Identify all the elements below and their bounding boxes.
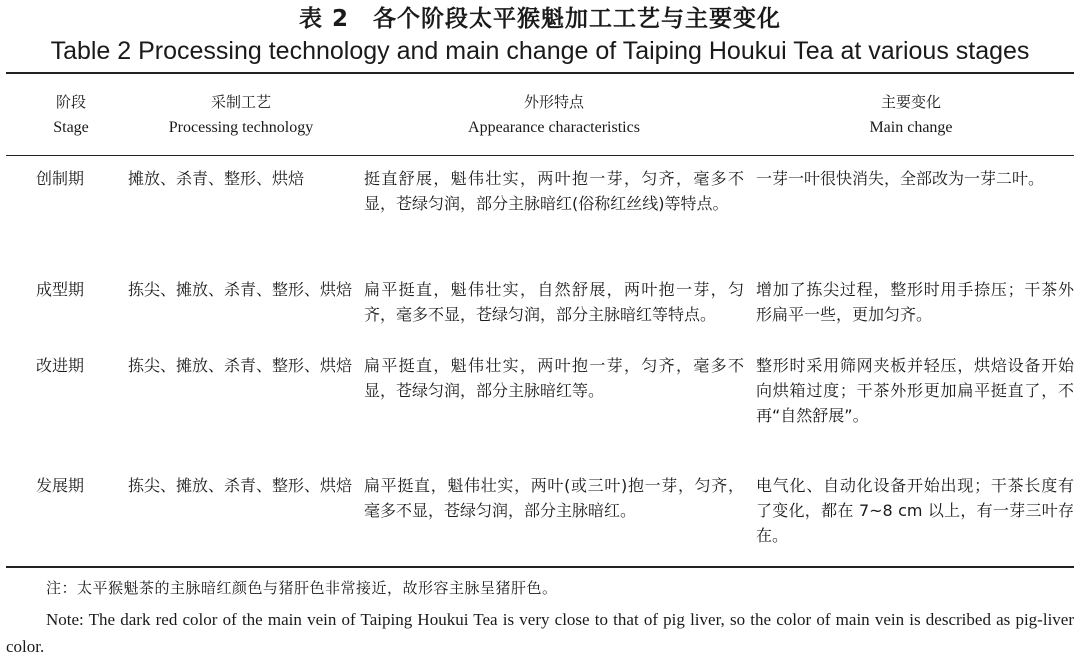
table-note-en: Note: The dark red color of the main vein of Taiping Houkui Tea is very close to that of pig liver, so the color of main vein is described as pig-liver color.: [6, 610, 1074, 656]
cell-appearance: 扁平挺直，魁伟壮实，自然舒展，两叶抱一芽，匀齐，毫多不显，苍绿匀润，部分主脉暗红等特点。: [364, 280, 744, 324]
cell-appearance: 扁平挺直，魁伟壮实，两叶抱一芽，匀齐，毫多不显，苍绿匀润，部分主脉暗红等。: [364, 356, 744, 400]
table-title-zh: 表 2 各个阶段太平猴魁加工工艺与主要变化: [298, 6, 781, 32]
cell-stage: 成型期: [36, 280, 85, 299]
header-stage-en: Stage: [53, 119, 89, 136]
cell-main-change: 增加了拣尖过程，整形时用手捺压；干茶外形扁平一些，更加匀齐。: [756, 280, 1074, 324]
cell-stage: 创制期: [36, 169, 85, 188]
header-appearance-zh: 外形特点: [523, 93, 584, 111]
table-note-zh: 注：太平猴魁茶的主脉暗红颜色与猪肝色非常接近，故形容主脉呈猪肝色。: [46, 579, 558, 597]
header-appearance: [364, 90, 744, 140]
cell-processing: 拣尖、摊放、杀青、整形、烘焙: [128, 356, 353, 375]
header-processing-zh: 采制工艺: [210, 93, 271, 111]
header-stage: [16, 90, 126, 140]
cell-appearance: 扁平挺直，魁伟壮实，两叶(或三叶)抱一芽，匀齐，毫多不显，苍绿匀润，部分主脉暗红。: [364, 476, 744, 520]
header-processing-en: Processing technology: [168, 119, 314, 136]
header-processing: [128, 90, 354, 140]
header-main-change-en: Main change: [869, 119, 953, 136]
table-top-rule: [6, 72, 1074, 74]
cell-main-change: 一芽一叶很快消失，全部改为一芽二叶。: [756, 169, 1045, 188]
cell-processing: 拣尖、摊放、杀青、整形、烘焙: [128, 280, 353, 299]
header-main-change: [756, 90, 1066, 140]
cell-processing: 摊放、杀青、整形、烘焙: [128, 169, 305, 188]
header-main-change-zh: 主要变化: [880, 93, 941, 111]
table-title-block: [0, 0, 1080, 66]
cell-stage: 发展期: [36, 476, 85, 495]
cell-stage: 改进期: [36, 356, 85, 375]
table-header-rule: [6, 155, 1074, 156]
header-stage-zh: 阶段: [55, 93, 86, 111]
cell-main-change: 整形时采用筛网夹板并轻压，烘焙设备开始向烘箱过度；干茶外形更加扁平挺直了，不再“自然舒展”。: [756, 356, 1074, 425]
table-bottom-rule: [6, 566, 1074, 568]
cell-processing: 拣尖、摊放、杀青、整形、烘焙: [128, 476, 353, 495]
table-title-en: Table 2 Processing technology and main change of Taiping Houkui Tea at various stages: [50, 37, 1030, 65]
cell-appearance: 挺直舒展，魁伟壮实，两叶抱一芽，匀齐，毫多不显，苍绿匀润，部分主脉暗红(俗称红丝线)等特点。: [364, 169, 744, 213]
cell-main-change: 电气化、自动化设备开始出现；干茶长度有了变化，都在 7~8 cm 以上，有一芽三叶存在。: [756, 476, 1074, 545]
header-appearance-en: Appearance characteristics: [468, 119, 640, 136]
